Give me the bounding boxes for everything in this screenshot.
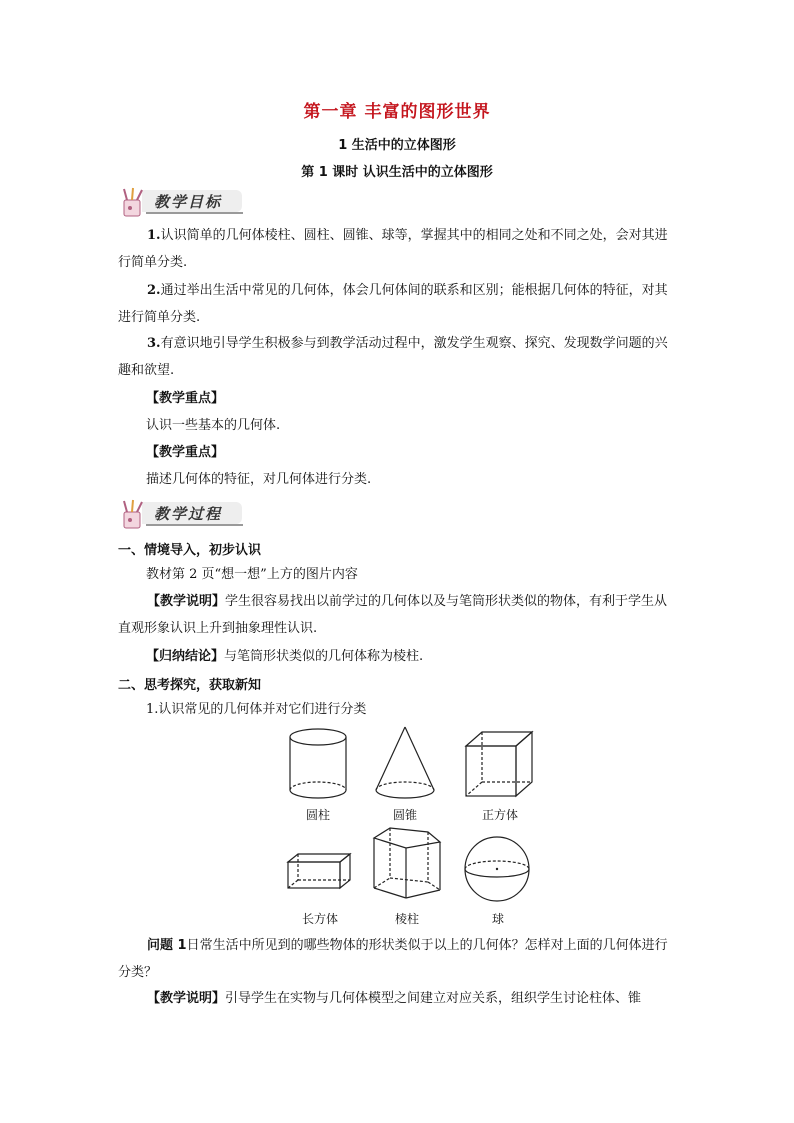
sphere-figure (462, 834, 532, 904)
prism-figure (370, 826, 444, 902)
banner-underline (146, 524, 243, 526)
shape-label-prism: 棱柱 (394, 912, 419, 926)
conclusion-text: 与笔筒形状类似的几何体称为棱柱. (224, 649, 424, 664)
goal-item-3 (118, 330, 678, 384)
goal-text: 通过举出生活中常见的几何体，体会几何体间的联系和区别；能根据几何体的特征，对其进行简单分类. (118, 283, 668, 325)
chapter-title: 第一章 丰富的图形世界 (303, 102, 491, 122)
goal-item-1 (118, 222, 678, 276)
process-heading-2: 二、思考探究，获取新知 (118, 678, 262, 693)
teaching-note-1 (118, 588, 678, 642)
note-text: 引导学生在实物与几何体模型之间建立对应关系，组织学生讨论柱体、锥 (225, 991, 642, 1006)
cone-figure (372, 724, 438, 802)
shape-label-cylinder: 圆柱 (305, 808, 330, 822)
teaching-note-2 (118, 985, 678, 1012)
goal-text: 有意识地引导学生积极参与到教学活动过程中，激发学生观察、探究、发现数学问题的兴趣和欲望. (118, 336, 668, 378)
conclusion (146, 647, 423, 667)
difficulty-text: 描述几何体的特征，对几何体进行分类. (146, 472, 372, 487)
section-title: 1 生活中的立体图形 (338, 138, 456, 153)
banner-teaching-process (118, 498, 243, 532)
banner-underline (146, 212, 243, 214)
cylinder-figure (286, 728, 350, 800)
goal-number: 2. (147, 283, 161, 298)
item-1-text: 1.认识常见的几何体并对它们进行分类 (146, 702, 367, 717)
note-label: 【教学说明】 (147, 991, 226, 1006)
goal-item-2 (118, 277, 678, 331)
shape-label-sphere: 球 (491, 912, 504, 926)
cube-figure (462, 730, 534, 800)
shape-label-cuboid: 长方体 (301, 912, 338, 926)
lesson-title: 第 1 课时 认识生活中的立体图形 (301, 165, 493, 180)
cuboid-figure (286, 852, 352, 892)
key-point-text: 认识一些基本的几何体. (146, 418, 281, 433)
key-point-label: 【教学重点】 (146, 391, 225, 406)
shape-label-cone: 圆锥 (392, 808, 417, 822)
banner-teaching-goals (118, 186, 243, 220)
question-text: 日常生活中所见到的哪些物体的形状类似于以上的几何体？怎样对上面的几何体进行分类？ (118, 938, 668, 980)
intro-line: 教材第 2 页“想一想”上方的图片内容 (146, 567, 358, 582)
pencil-holder-icon (118, 498, 152, 532)
note-text: 学生很容易找出以前学过的几何体以及与笔筒形状类似的物体，有利于学生从直观形象认识上升到抽象理性认识. (118, 594, 668, 636)
goal-number: 1. (147, 228, 161, 243)
process-heading-1: 一、情境导入，初步认识 (118, 543, 262, 558)
pencil-holder-icon (118, 186, 152, 220)
banner-title: 教学目标 (154, 193, 223, 211)
difficulty-label: 【教学重点】 (146, 445, 225, 460)
goal-text: 认识简单的几何体棱柱、圆柱、圆锥、球等，掌握其中的相同之处和不同之处，会对其进行简单分类. (118, 228, 668, 270)
question-1 (118, 932, 678, 986)
banner-title: 教学过程 (154, 505, 223, 523)
question-label: 问题 1 (147, 938, 187, 953)
note-label: 【教学说明】 (147, 594, 226, 609)
conclusion-label: 【归纳结论】 (146, 649, 225, 664)
shape-label-cube: 正方体 (481, 808, 518, 822)
goal-number: 3. (147, 336, 161, 351)
